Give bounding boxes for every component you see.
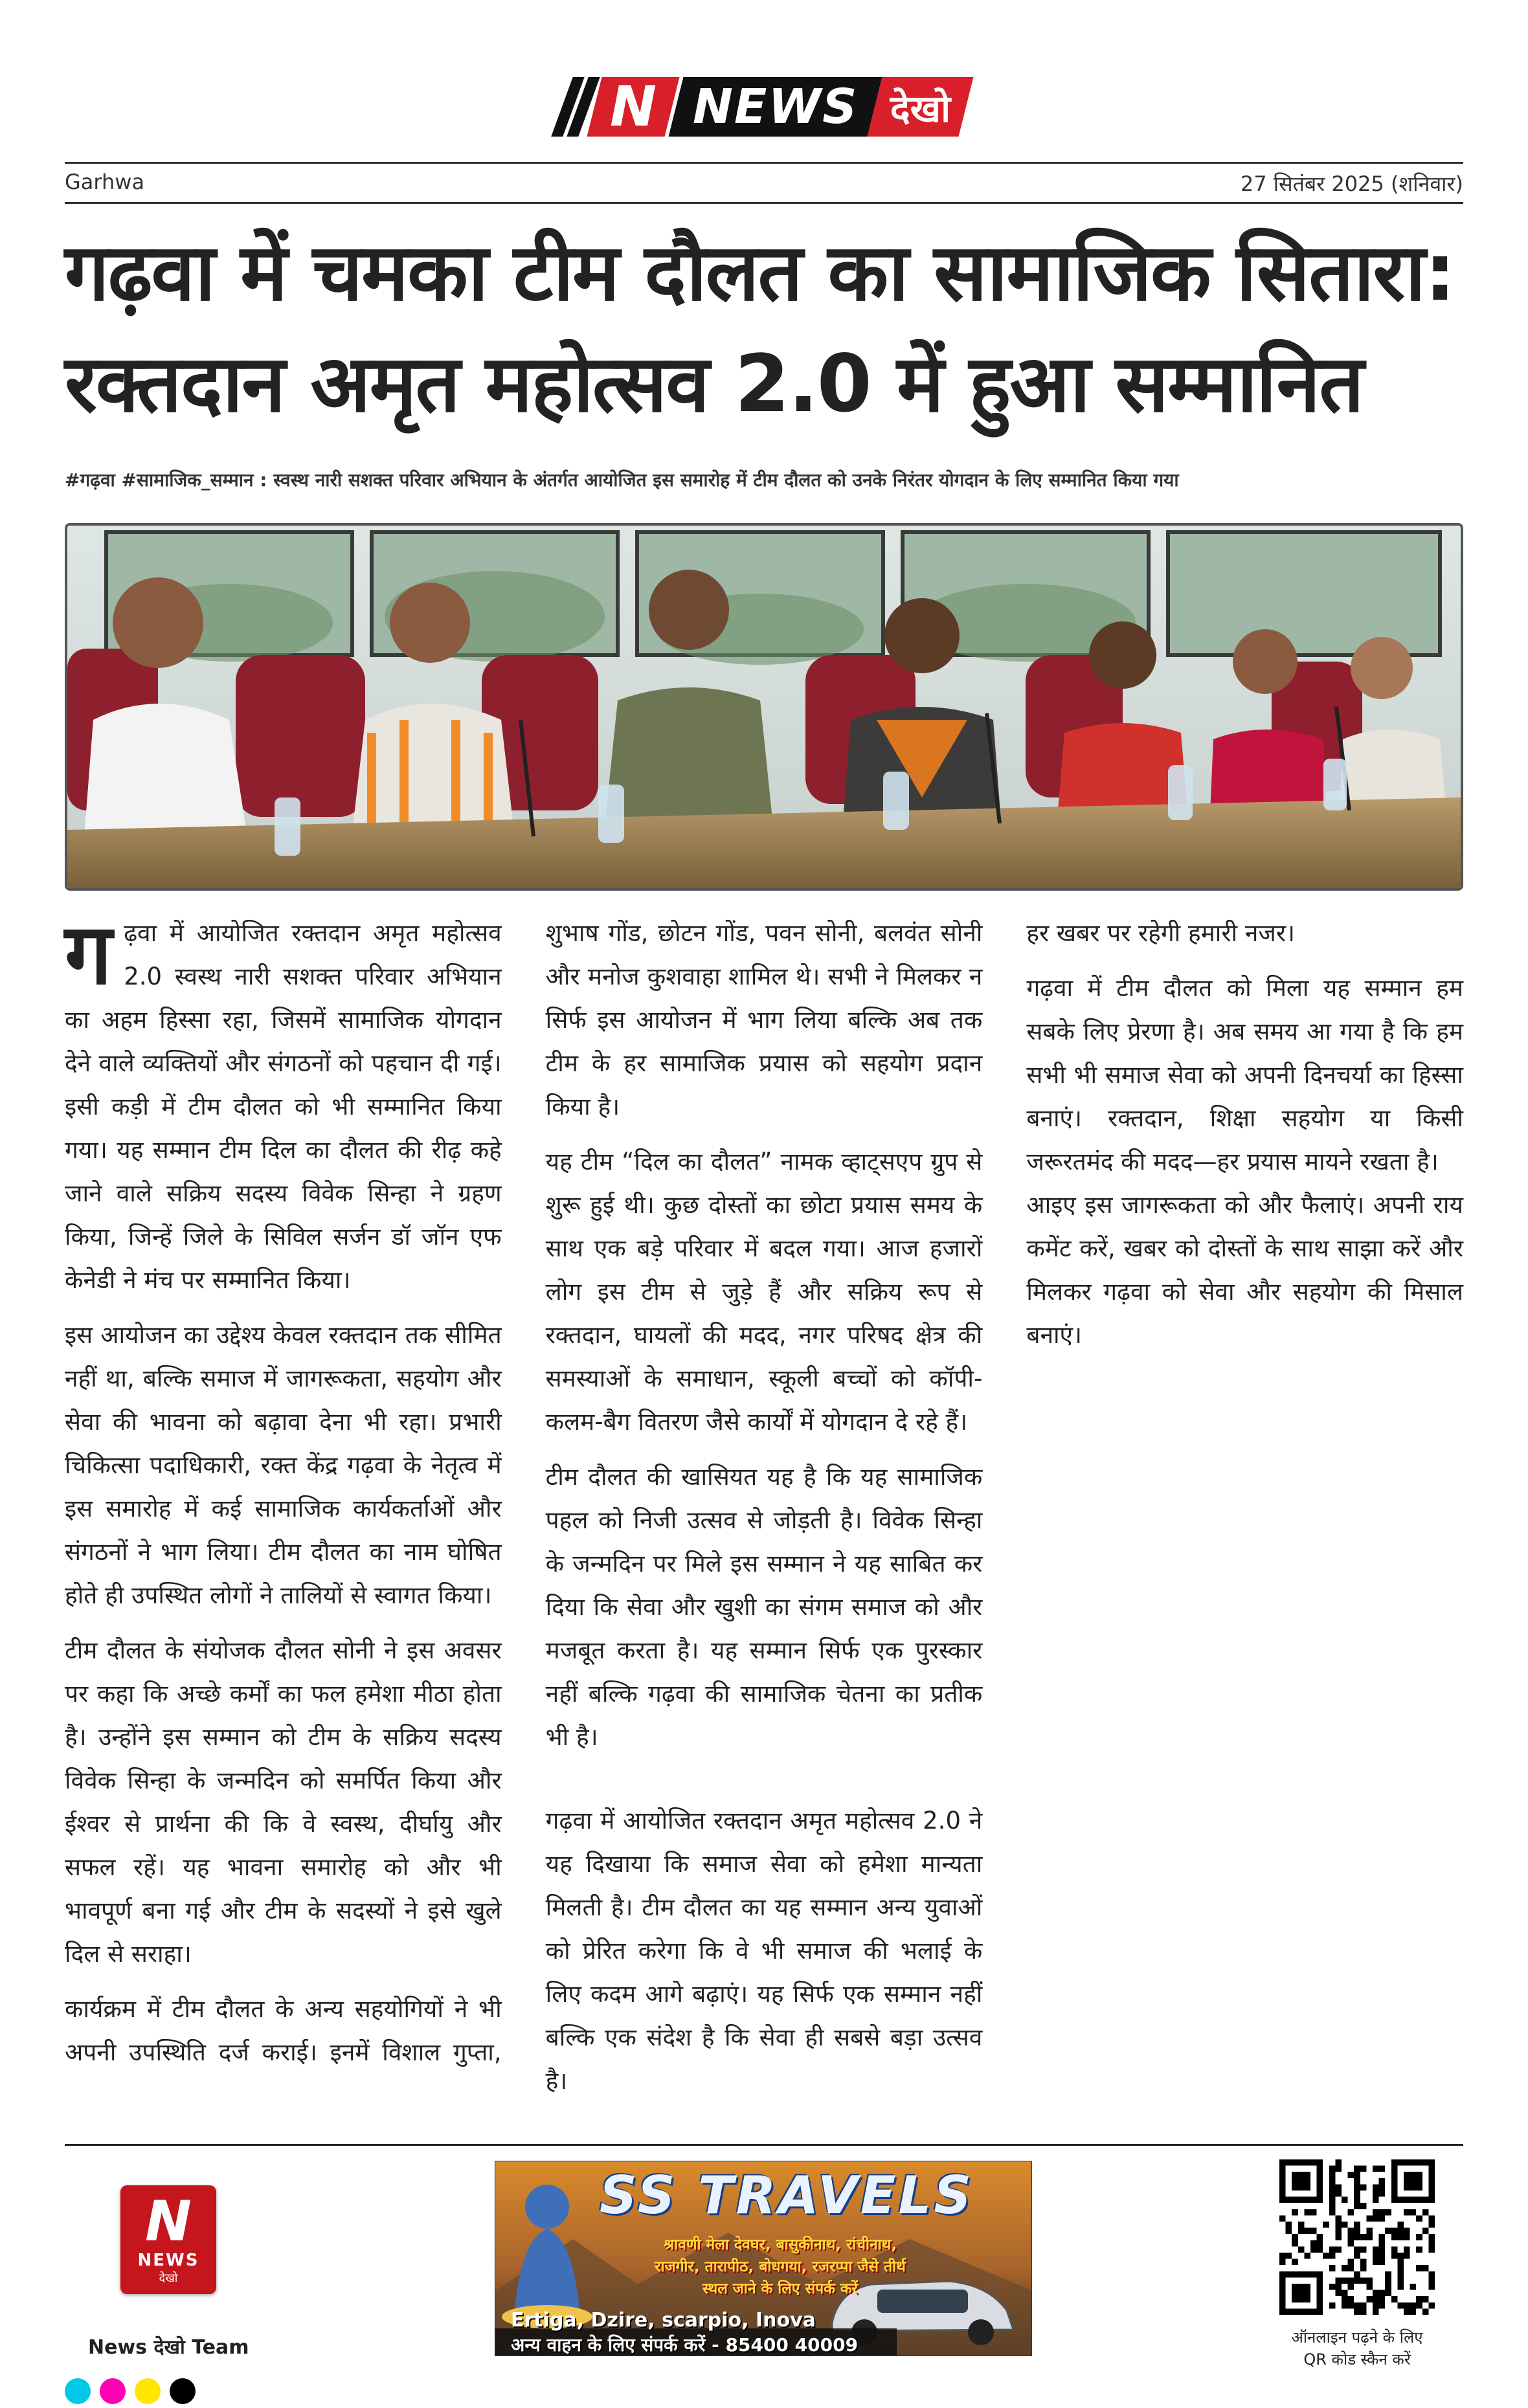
article-paragraph-2: इस आयोजन का उद्देश्य केवल रक्तदान तक सीमित नहीं था, बल्कि समाज में जागरूकता, सहयोग और सेवा की भावना को बढ़ावा देना भी रहा। प्रभारी चिकित्सा पदाधिकारी, रक्त केंद्र गढ़वा के नेतृत्व में इस समारोह में कई सामाजिक कार्यकर्ताओं और संगठनों ने भाग लिया। टीम दौलत का नाम घोषित होते ही उपस्थित लोगों ने तालियों से स्वागत किया। <box>65 1321 502 1609</box>
article-paragraph-1: गढ़वा में आयोजित रक्तदान अमृत महोत्सव 2.0 स्वस्थ नारी सशक्त परिवार अभियान का अहम हिस्सा रहा, जिसमें सामाजिक योगदान देने वाले व्यक्तियों और संगठनों को पहचान दी गई। इसी कड़ी में टीम दौलत को भी सम्मानित किया गया। यह सम्मान टीम दिल का दौलत की रीढ़ कहे जाने वाले सक्रिय सदस्य विवेक सिन्हा ने ग्रहण किया, जिन्हें जिले के सिविल सर्जन डॉ जॉन एफ केनेडी ने मंच पर सम्मानित किया। <box>65 905 502 1294</box>
article-tagline: हर खबर पर रहेगी हमारी नजर। <box>1026 919 1295 947</box>
dek-summary: #गढ़वा #सामाजिक_सम्मान : स्वस्थ नारी सशक्त परिवार अभियान के अंतर्गत आयोजित इस समारोह में टीम दौलत को उनके निरंतर योगदान के लिए सम्मानित किया गया <box>65 469 1179 491</box>
footer-logo-word: NEWS <box>137 2251 199 2270</box>
headline <box>65 217 1470 440</box>
article-paragraph-9: गढ़वा में टीम दौलत को मिला यह सम्मान हम सबके लिए प्रेरणा है। अब समय आ गया है कि हम सभी भी समाज सेवा को अपनी दिनचर्या का हिस्सा बनाएं। रक्तदान, शिक्षा सहयोग या किसी जरूरतमंद की मदद—हर प्रयास मायने रखता है। <box>1026 974 1463 1176</box>
qr-caption: ऑनलाइन पढ़ने के लिए QR कोड स्कैन करें <box>1291 2328 1423 2369</box>
registration-dot-yellow <box>135 2378 161 2404</box>
masthead <box>0 71 1528 142</box>
footer-rule <box>65 2144 1463 2146</box>
dateline <box>65 170 1463 195</box>
lead-photo-illustration <box>67 526 1461 888</box>
logo-n-mark: N <box>587 77 679 137</box>
article-paragraph-5: यह टीम “दिल का दौलत” नामक व्हाट्सएप ग्रुप से शुरू हुई थी। कुछ दोस्तों का छोटा प्रयास समय के साथ एक बड़े परिवार में बदल गया। आज हजारों लोग इस टीम से जुड़े हैं और सक्रिय रूप से रक्तदान, घायलों की मदद, नगर परिषद क्षेत्र की समस्याओं के समाधान, स्कूली बच्चों को कॉपी-कलम-बैग वितरण जैसे कार्यों में योगदान दे रहे हैं। <box>545 1148 983 1436</box>
dateline-top-rule <box>65 162 1463 164</box>
headline-line-1: गढ़वा में चमका टीम दौलत का सामाजिक सितारा: <box>65 227 1455 318</box>
logo-slashes <box>562 77 589 137</box>
article-body <box>65 905 1463 2115</box>
ad-destinations: श्रावणी मेला देवघर, बासुकीनाथ, रांचीनाथ, राजगीर, तारापीठ, बोधगया, रजरप्पा जैसे तीर्थ स्थल जाने के लिए संपर्क करें <box>655 2236 906 2297</box>
ss-travels-advertisement[interactable] <box>495 2161 1032 2356</box>
footer-logo-sub: देखो <box>159 2271 178 2285</box>
qr-code[interactable] <box>1279 2159 1435 2315</box>
drop-cap: ग <box>65 905 113 1003</box>
ad-vehicle-list: Ertiga, Dzire, scarpio, Inova <box>511 2309 816 2332</box>
ad-title: SS TRAVELS <box>599 2165 974 2225</box>
lead-photo <box>65 523 1463 891</box>
article-paragraph-4: कार्यक्रम में टीम दौलत के अन्य सहयोगियों ने भी अपनी उपस्थिति दर्ज कराई। इनमें विशाल गुप्ता, शुभाष गोंड, छोटन गोंड, पवन सोनी, बलवंत सोनी और मनोज कुशवाहा शामिल थे। सभी ने मिलकर न सिर्फ इस आयोजन में भाग लिया बल्कि अब तक टीम के हर सामाजिक प्रयास को सहयोग प्रदान किया है। <box>65 919 983 2066</box>
news-dekho-logo[interactable] <box>562 76 967 138</box>
article-paragraph-3: टीम दौलत के संयोजक दौलत सोनी ने इस अवसर पर कहा कि अच्छे कर्मों का फल हमेशा मीठा होता है। उन्होंने इस सम्मान को टीम के सक्रिय सदस्य विवेक सिन्हा के जन्मदिन को समर्पित किया और ईश्वर से प्रार्थना की कि वे स्वस्थ, दीर्घायु और सफल रहें। यह भावना समारोह को और भी भावपूर्ण बना गई और टीम के सदस्यों ने इसे खुले दिल से सराहा। <box>65 1636 502 1968</box>
article-call-to-action: आइए इस जागरूकता को और फैलाएं। अपनी राय कमेंट करें, खबर को दोस्तों के साथ साझा करें और मिलकर गढ़वा को सेवा और सहयोग की मिसाल बनाएं। <box>1026 1191 1463 1349</box>
logo-news-word: NEWS <box>668 77 882 137</box>
footer-team-credit: News देखो Team <box>88 2336 249 2359</box>
headline-line-2: रक्तदान अमृत महोत्सव 2.0 में हुआ सम्मानित <box>65 338 1363 430</box>
registration-dot-magenta <box>100 2378 126 2404</box>
article-paragraph-6: टीम दौलत की खासियत यह है कि यह सामाजिक पहल को निजी उत्सव से जोड़ती है। विवेक सिन्हा के जन्मदिन पर मिले इस सम्मान ने यह साबित कर दिया कि सेवा और खुशी का संगम समाज को और मजबूत करता है। यह सम्मान सिर्फ एक पुरस्कार नहीं बल्कि गढ़वा की सामाजिक चेतना का प्रतीक भी है। <box>545 1463 983 1751</box>
article-paragraph-7: गढ़वा में आयोजित रक्तदान अमृत महोत्सव 2.0 ने यह दिखाया कि समाज सेवा को हमेशा मान्यता मिलती है। टीम दौलत का यह सम्मान अन्य युवाओं को प्रेरित करेगा कि वे भी समाज की भलाई के लिए कदम आगे बढ़ाएं। यह सिर्फ एक सम्मान नहीं बल्कि एक संदेश है कि सेवा ही सबसे बड़ा उत्सव है। <box>545 1807 983 2095</box>
footer-logo[interactable] <box>120 2185 216 2294</box>
registration-dot-black <box>170 2378 196 2404</box>
dateline-date: 27 सितंबर 2025 (शनिवार) <box>1240 172 1463 196</box>
dateline-bottom-rule <box>65 202 1463 204</box>
footer-logo-n: N <box>145 2189 192 2254</box>
registration-marks <box>65 2378 196 2404</box>
ad-contact-number: अन्य वाहन के लिए संपर्क करें - 85400 40009 <box>511 2334 859 2356</box>
logo-dekho-word: देखो <box>868 77 974 137</box>
dateline-location: Garhwa <box>65 170 145 194</box>
registration-dot-cyan <box>65 2378 91 2404</box>
